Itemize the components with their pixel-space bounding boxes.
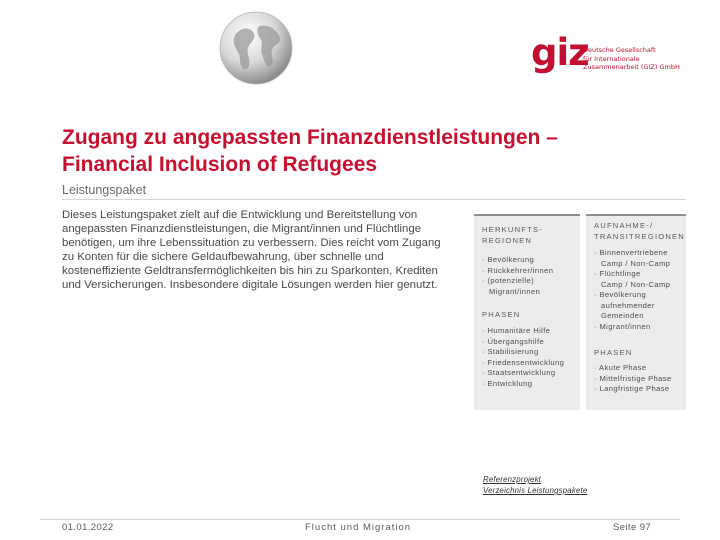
- heading-line: REGIONEN: [482, 235, 533, 245]
- logo-org-line: Deutsche Gesellschaft: [583, 46, 656, 54]
- list-item: · Binnenvertriebene: [594, 248, 670, 259]
- reference-links: [483, 474, 587, 496]
- host-phases-heading: PHASEN: [594, 348, 633, 357]
- heading-line: TRANSITREGIONEN: [594, 231, 685, 241]
- heading-line: HERKUNFTS-: [482, 225, 543, 234]
- list-item: Camp / Non-Camp: [601, 258, 671, 268]
- list-item: · Staatsentwicklung: [482, 368, 564, 379]
- list-item: aufnehmender: [601, 300, 655, 310]
- list-item: · (potenzielle): [482, 276, 553, 287]
- reference-project-link[interactable]: Referenzprojekt: [483, 475, 542, 484]
- host-phases-list: [594, 363, 672, 395]
- title-divider: [62, 199, 686, 200]
- list-item: · Migrant/innen: [594, 322, 670, 333]
- origin-target-groups-list: [482, 255, 553, 297]
- page-title: [62, 124, 662, 178]
- giz-logo-mark: giz: [531, 31, 589, 74]
- list-item: Migrant/innen: [489, 286, 541, 296]
- list-item: · Friedensentwicklung: [482, 358, 564, 369]
- logo-org-line: Zusammenarbeit (GIZ) GmbH: [583, 63, 680, 71]
- title-line-1: Zugang zu angepassten Finanzdienstleistungen –: [62, 126, 558, 149]
- list-item: · Bevölkerung: [482, 255, 553, 266]
- giz-logo-org-name: [583, 46, 693, 72]
- title-line-2: Financial Inclusion of Refugees: [62, 153, 378, 176]
- list-item: Gemeinden: [601, 311, 644, 320]
- logo-org-line: für Internationale: [583, 54, 640, 63]
- origin-regions-heading: [482, 225, 543, 246]
- heading-line: AUFNAHME-/: [594, 221, 654, 230]
- list-item: · Langfristige Phase: [594, 384, 672, 395]
- list-item: · Flüchtlinge: [594, 269, 670, 280]
- origin-regions-panel: [474, 214, 580, 410]
- list-item: · Humanitäre Hilfe: [482, 326, 564, 337]
- footer-date: 01.01.2022: [62, 522, 114, 533]
- panel-top-rule: [586, 214, 686, 216]
- globe-icon: [218, 10, 294, 86]
- package-catalog-link[interactable]: Verzeichnis Leistungspakete: [483, 486, 588, 495]
- list-item: · Stabilisierung: [482, 347, 564, 358]
- list-item: · Übergangshilfe: [482, 337, 564, 348]
- host-target-groups-list: [594, 248, 670, 332]
- list-item: · Mittelfristige Phase: [594, 374, 672, 385]
- list-item: · Bevölkerung: [594, 290, 670, 301]
- page-subtitle: Leistungspaket: [62, 183, 147, 197]
- description-text: Dieses Leistungspaket zielt auf die Entwicklung und Bereitstellung von angepassten Finanzdienstleistungen, die Migrant/innen und Flüchtlinge benötigen, um ihre Lebenssituation zu verbessern. Dies reicht vom Zugang zu Konten für die sichere Geldaufbewahrung, über schnelle und kosteneffiziente Geldtransfermöglichkeiten bis hin zu Sparkonten, Krediten und Versicherungen. Insbesondere digitale Lösungen werden hier genutzt.: [62, 209, 441, 291]
- list-item: · Rückkehrer/innen: [482, 266, 553, 277]
- list-item: · Akute Phase: [594, 363, 672, 374]
- origin-phases-list: [482, 326, 564, 389]
- list-item: Camp / Non-Camp: [601, 279, 671, 289]
- footer-topic: Flucht und Migration: [305, 522, 412, 533]
- panel-top-rule: [474, 214, 580, 216]
- list-item: · Entwicklung: [482, 379, 564, 390]
- footer-divider: [40, 519, 680, 520]
- origin-phases-heading: PHASEN: [482, 310, 521, 319]
- host-regions-panel: [586, 214, 686, 410]
- page-number: Seite 97: [613, 522, 652, 533]
- host-regions-heading: [594, 221, 685, 242]
